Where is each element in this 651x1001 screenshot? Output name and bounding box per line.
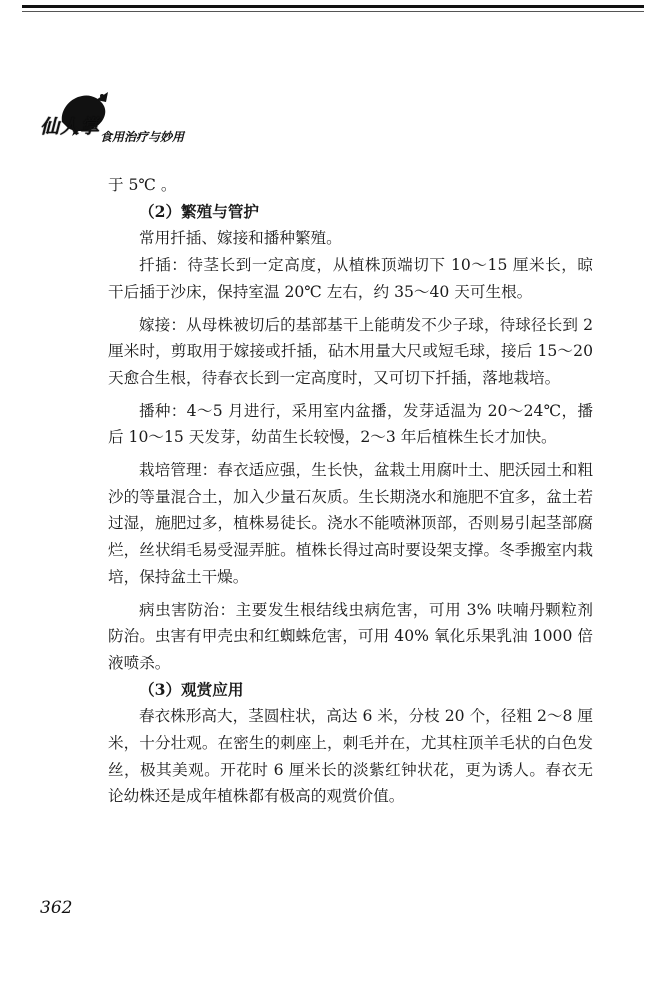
- paragraph-pest-control: 病虫害防治：主要发生根结线虫病危害，可用 3% 呋喃丹颗粒剂防治。虫害有甲壳虫和红蜘蛛危害，可用 40% 氧化乐果乳油 1000 倍液喷杀。: [108, 600, 593, 672]
- paragraph-continuation: 于 5℃ 。: [108, 176, 177, 194]
- body-text: [108, 172, 593, 810]
- paragraph-grafting: 嫁接：从母株被切后的基部基干上能萌发不少子球，待球径长到 2 厘米时，剪取用于嫁接或扦插，砧木用量大尺或短毛球，接后 15～20 天愈合生根，待春衣长到一定高度时，又可切下扦插，落地栽培。: [108, 315, 593, 387]
- top-rule-thin: [22, 11, 644, 12]
- page-number: 362: [40, 898, 73, 918]
- header-logo: [40, 92, 210, 154]
- section-heading-ornamental: （3）观赏应用: [139, 679, 244, 699]
- paragraph-sowing: 播种：4～5 月进行，采用室内盆播，发芽适温为 20～24℃，播后 10～15 天发芽，幼苗生长较慢，2～3 年后植株生长才加快。: [108, 401, 593, 447]
- paragraph-ornamental: 春衣株形高大，茎圆柱状，高达 6 米，分枝 20 个，径粗 2～8 厘米，十分壮观。在密生的刺座上，刺毛并在，尤其柱顶羊毛状的白色发丝，极其美观。开花时 6 厘米长的淡紫红钟状花，更为诱人。春衣无论幼株还是成年植株都有极高的观赏价值。: [108, 707, 593, 806]
- top-rule: [22, 5, 644, 8]
- logo-title: 仙人掌: [40, 116, 101, 138]
- paragraph-cultivation: 栽培管理：春衣适应强，生长快，盆栽土用腐叶土、肥沃园土和粗沙的等量混合土，加入少量石灰质。生长期浇水和施肥不宜多，盆土若过湿，施肥过多，植株易徒长。浇水不能喷淋顶部，否则易引起茎部腐烂，丝状绢毛易受湿弄脏。植株长得过高时要设架支撑。冬季搬室内栽培，保持盆土干燥。: [108, 461, 593, 586]
- logo-subtitle: 食用治疗与妙用: [100, 130, 185, 144]
- paragraph-cutting: 扦插：待茎长到一定高度，从植株顶端切下 10～15 厘米长，晾干后插于沙床，保持室温 20℃ 左右，约 35～40 天可生根。: [108, 256, 593, 301]
- paragraph-propagation-methods: 常用扦插、嫁接和播种繁殖。: [139, 229, 342, 248]
- section-heading-propagation: （2）繁殖与管护: [139, 201, 260, 221]
